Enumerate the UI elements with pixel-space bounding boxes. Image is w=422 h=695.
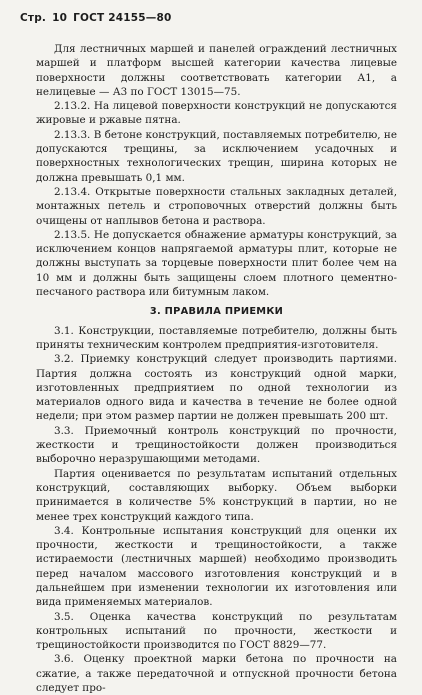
paragraph: 2.13.4. Открытые поверхности стальных закладных деталей, монтажных петель и строповочных отверстий должны быть очищены от наплывов бетона и раствора.: [36, 185, 397, 227]
document-body: [36, 42, 397, 695]
paragraph: 2.13.2. На лицевой поверхности конструкций не допускаются жировые и ржавые пятна.: [36, 100, 397, 127]
paragraph: 2.13.3. В бетоне конструкций, поставляемых потребителю, не допускаются трещины, за исключением усадочных и поверхностных технологических трещин, ширина которых не должна превышать 0,1 мм.: [36, 128, 397, 184]
page-number: 10: [52, 12, 68, 24]
paragraph: 3.4. Контрольные испытания конструкций для оценки их прочности, жесткости и трещиностойкости, а также истираемости (лестничных маршей) необходимо производить перед началом массового изготовления конструкций и в дальнейшем при изменении технологии их изготовления или вида применяемых материалов.: [36, 524, 397, 609]
section-title: 3. ПРАВИЛА ПРИЕМКИ: [149, 306, 284, 318]
paragraph: Для лестничных маршей и панелей ограждений лестничных маршей и платформ высшей категории качества лицевые поверхности должны соответствовать категории А1, а нелицевые — А3 по ГОСТ 13015—75.: [36, 43, 397, 98]
standard-code: ГОСТ 24155—80: [73, 12, 172, 24]
paragraph: 3.3. Приемочный контроль конструкций по прочности, жесткости и трещиностойкости должен производиться выборочно неразрушающими методами.: [36, 424, 397, 466]
page-prefix: Стр.: [20, 12, 47, 24]
paragraph: 3.5. Оценка качества конструкций по результатам контрольных испытаний по прочности, жесткости и трещиностойкости производится по ГОСТ 8829—77.: [36, 610, 397, 652]
paragraph: 3.1. Конструкции, поставляемые потребителю, должны быть приняты техническим контролем предприятия-изготовителя.: [36, 324, 397, 351]
page-header: [20, 12, 178, 24]
paragraph: 3.6. Оценку проектной марки бетона по прочности на сжатие, а также передаточной и отпускной прочности бетона следует про-: [36, 653, 397, 695]
paragraph: 3.2. Приемку конструкций следует производить партиями. Партия должна состоять из конструкций одной марки, изготовленных предприятием по одной технологии из материалов одного вида и качества в течение не более одной недели; при этом размер партии не должен превышать 200 шт.: [36, 353, 397, 423]
paragraph: Партия оценивается по результатам испытаний отдельных конструкций, составляющих выборку. Объем выборки принимается в количестве 5% конструкций в партии, но не менее трех конструкций каждого типа.: [36, 467, 397, 523]
paragraph: 2.13.5. Не допускается обнажение арматуры конструкций, за исключением концов напрягаемой арматуры плит, которые не должны выступать за торцевые поверхности плит более чем на 10 мм и должны быть защищены слоем плотного цементно-песчаного раствора или битумным лаком.: [36, 228, 397, 299]
